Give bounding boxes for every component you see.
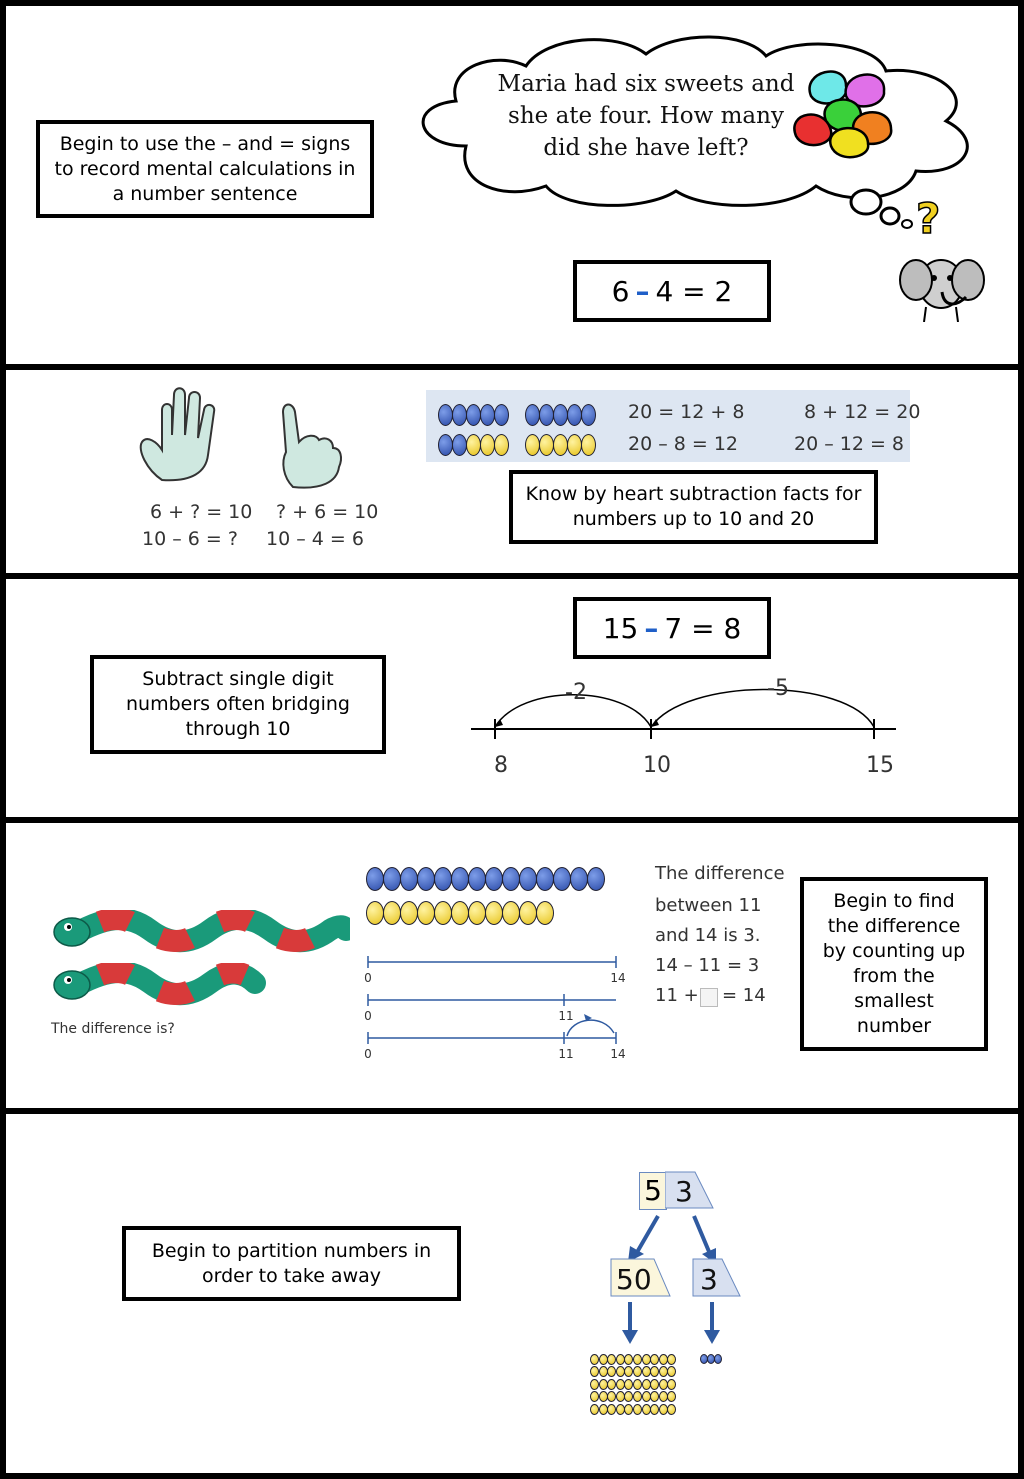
section-signs [6,6,1018,364]
hand-eq-2: ? + 6 = 10 [276,501,379,523]
bead [502,901,520,925]
bead [438,434,453,456]
bead [581,404,596,426]
bead [525,404,540,426]
diff-line-3-label-14: 14 [610,1047,626,1061]
bead [553,434,568,456]
down-arrows [618,1300,738,1350]
bead [468,867,486,891]
bead [607,1404,616,1415]
equation-box-2 [573,597,771,659]
card-53-ones-label: 3 [675,1175,693,1208]
diff-line-2-label-0: 0 [364,1009,372,1023]
bead [480,404,495,426]
bead [502,867,520,891]
bead-row-top-b [525,404,595,426]
bead [581,434,596,456]
bead [480,434,495,456]
open-hand-icon [132,380,227,490]
tick-label-10: 10 [643,753,671,778]
card-50 [610,1258,672,1298]
eq1-a: 6 [611,274,630,308]
eq1-minus: – [635,274,650,308]
bead [650,1354,659,1365]
fact-3: 20 – 8 = 12 [628,433,739,455]
tick-label-15: 15 [866,753,894,778]
bead [383,867,401,891]
bead [519,867,537,891]
bead [539,404,554,426]
difference-line-5: 11 + [655,985,699,1006]
missing-number-box [700,988,718,1007]
difference-line-2: between 11 [655,895,762,916]
jump-arc-5 [651,690,874,728]
diff-line-2 [364,994,616,1023]
bead [468,901,486,925]
eq2-b: 7 = 8 [664,611,742,645]
bead [633,1354,642,1365]
bead-row-14 [366,867,604,891]
objective-box-partition: Begin to partition numbers in order to take away [122,1226,461,1301]
card-3 [692,1258,742,1298]
bead [434,901,452,925]
equation-box-1 [573,260,771,322]
snake-caption: The difference is? [51,1021,175,1037]
bead [400,901,418,925]
bead [607,1366,616,1377]
difference-line-4: 14 – 11 = 3 [655,955,760,976]
bead [714,1354,722,1364]
objective-box-signs: Begin to use the – and = signs to record mental calculations in a number sentence [36,120,374,218]
fist-icon [271,392,351,502]
card-53-tens: 5 [639,1172,667,1210]
section-difference [6,823,1018,1108]
bead [570,867,588,891]
sweets-icon [794,72,891,158]
jump-label-2: -2 [565,680,587,705]
bead [567,404,582,426]
bead [494,404,509,426]
bead [633,1391,642,1402]
bead [590,1404,599,1415]
diff-line-1 [364,956,625,985]
question-mark: ? [916,194,941,243]
eq2-a: 15 [602,611,639,645]
bead [667,1379,676,1390]
bead [451,901,469,925]
diff-line-3-label-0: 0 [364,1047,372,1061]
bead [607,1391,616,1402]
bead [536,901,554,925]
diff-line-3 [364,1014,625,1061]
number-line-bridging [466,669,916,789]
bead [590,1391,599,1402]
difference-number-lines [362,948,632,1068]
bead [452,404,467,426]
bead [539,434,554,456]
bead [553,404,568,426]
thought-text: Maria had six sweets and she ate four. How many did she have left? [497,71,795,161]
bead [590,1379,599,1390]
bead-row-bottom-b [525,434,595,456]
fifty-bead-grid [590,1354,676,1416]
hand-eq-4: 10 – 4 = 6 [266,528,364,550]
section-bridging [6,579,1018,817]
bead [519,901,537,925]
bead [451,867,469,891]
difference-line-1: The difference [655,863,785,884]
diff-line-1-label-14: 14 [610,971,626,985]
bead [667,1404,676,1415]
bead [650,1379,659,1390]
fact-2: 8 + 12 = 20 [804,401,921,423]
bead [567,434,582,456]
bead [383,901,401,925]
bead [667,1391,676,1402]
bead-row-top-a [438,404,508,426]
bead-row-bottom-a [438,434,508,456]
bead [667,1354,676,1365]
bead [633,1379,642,1390]
fact-4: 20 – 12 = 8 [794,433,905,455]
bead [366,901,384,925]
bead [525,434,540,456]
bead [417,867,435,891]
bead [590,1354,599,1365]
bead [485,867,503,891]
long-snake-icon [50,910,350,955]
bead [485,901,503,925]
objective-box-bridging: Subtract single digit numbers often bridging through 10 [90,655,386,754]
hand-eq-3: 10 – 6 = ? [142,528,238,550]
bead [607,1379,616,1390]
objective-box-facts: Know by heart subtraction facts for numbers up to 10 and 20 [509,470,878,544]
card-53-ones [665,1171,715,1209]
bead-row-11 [366,901,553,925]
bead [452,434,467,456]
diff-line-3-label-11: 11 [558,1047,574,1061]
bead [400,867,418,891]
bead [650,1391,659,1402]
bead [466,434,481,456]
bead [633,1366,642,1377]
elephant-icon [896,242,996,322]
bead [536,867,554,891]
bead [587,867,605,891]
card-3-label: 3 [700,1263,718,1296]
diff-line-1-label-0: 0 [364,971,372,985]
bead [590,1366,599,1377]
section-facts [6,370,1018,573]
hand-eq-1: 6 + ? = 10 [150,501,253,523]
objective-box-difference: Begin to find the difference by counting up from the smallest number [800,877,988,1051]
eq1-b: 4 = 2 [655,274,733,308]
short-snake-icon [50,963,270,1008]
bead [667,1366,676,1377]
bead [494,434,509,456]
difference-line-3: and 14 is 3. [655,925,761,946]
tick-label-8: 8 [494,753,508,778]
bead [650,1366,659,1377]
bead [417,901,435,925]
bead [366,867,384,891]
bead [607,1354,616,1365]
card-50-label: 50 [616,1263,652,1296]
difference-line-6: = 14 [722,985,766,1006]
diff-line-2-label-11: 11 [558,1009,574,1023]
bead [650,1404,659,1415]
bead [434,867,452,891]
eq2-minus: – [644,611,659,645]
bead [633,1404,642,1415]
fact-1: 20 = 12 + 8 [628,401,745,423]
bead [438,404,453,426]
jump-label-5: -5 [767,676,789,701]
bead [466,404,481,426]
section-partition [6,1114,1018,1473]
three-bead-row [700,1354,721,1364]
bead [553,867,571,891]
